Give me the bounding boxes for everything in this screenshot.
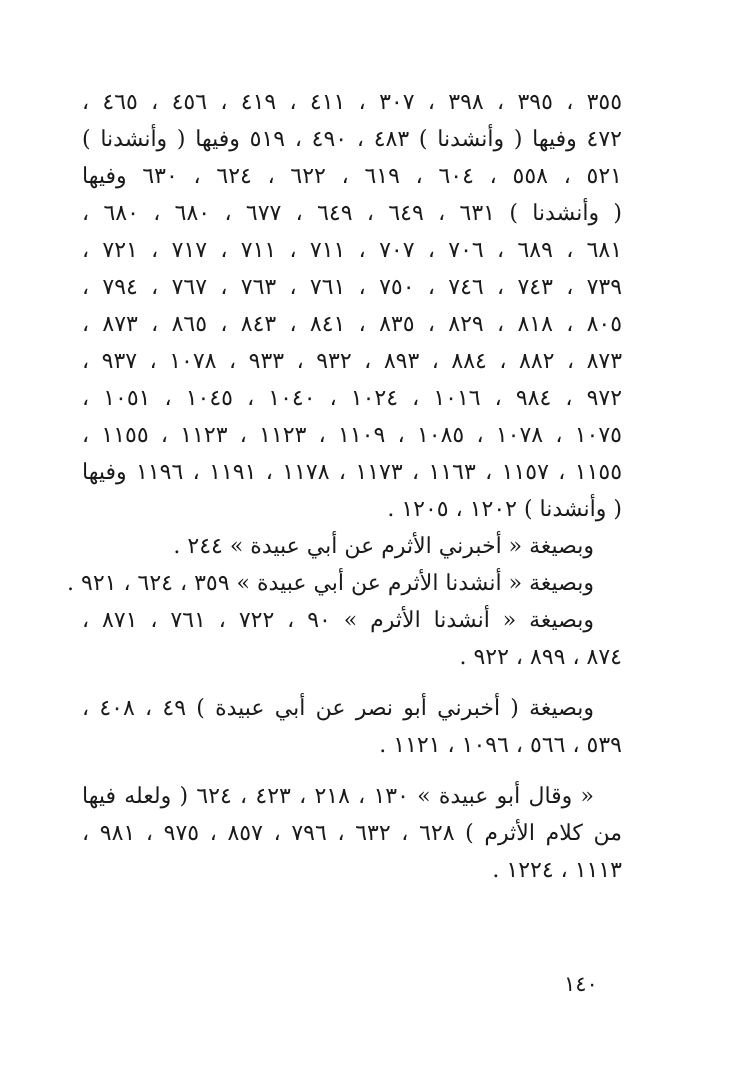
text-line: ٤٧٢ وفيها ( وأنشدنا ) ٤٨٣ ، ٤٩٠ ، ٥١٩ وفيها ( وأنشدنا )	[82, 127, 622, 152]
text-line: ( وأنشدنا ) ٦٣١ ، ٦٤٩ ، ٦٤٩ ، ٦٧٧ ، ٦٨٠ ، ٦٨٠ ،	[82, 201, 622, 226]
text-line: ٥٣٩ ، ٥٦٦ ، ١٠٩٦ ، ١١٢١ .	[379, 733, 622, 758]
index-text-block	[67, 84, 623, 889]
paragraph-gap	[82, 764, 622, 778]
paragraph-anshadana-athram	[82, 602, 622, 676]
text-line: ٨٠٥ ، ٨١٨ ، ٨٢٩ ، ٨٣٥ ، ٨٤١ ، ٨٤٣ ، ٨٦٥ ، ٨٧٣ ،	[82, 312, 623, 337]
paragraph-gap	[82, 676, 622, 690]
text-line: ٦٨١ ، ٦٨٩ ، ٧٠٦ ، ٧٠٧ ، ٧١١ ، ٧١١ ، ٧١٧ ، ٧٢١ ،	[82, 238, 623, 263]
text-line: ٨٧٣ ، ٨٨٢ ، ٨٨٤ ، ٨٩٣ ، ٩٣٢ ، ٩٣٣ ، ١٠٧٨ ، ٩٣٧ ،	[82, 349, 623, 374]
text-line: وبصيغة « أنشدنا الأثرم » ٩٠ ، ٧٢٢ ، ٧٦١ ، ٨٧١ ،	[82, 608, 594, 633]
text-line: ( وأنشدنا ) ١٢٠٢ ، ١٢٠٥ .	[387, 497, 622, 522]
paragraph-qala-abu-ubayda	[82, 778, 622, 889]
text-line: « وقال أبو عبيدة » ١٣٠ ، ٢١٨ ، ٤٢٣ ، ٦٢٤ ( ولعله فيها	[82, 784, 594, 809]
text-line: ١٠٧٥ ، ١٠٧٨ ، ١٠٨٥ ، ١١٠٩ ، ١١٢٣ ، ١١٢٣ ، ١١٥٥ ،	[82, 423, 622, 448]
text-line: ٩٧٢ ، ٩٨٤ ، ١٠١٦ ، ١٠٢٤ ، ١٠٤٠ ، ١٠٤٥ ، ١٠٥١ ،	[82, 386, 623, 411]
text-line: من كلام الأثرم ) ٦٢٨ ، ٦٣٢ ، ٧٩٦ ، ٨٥٧ ، ٩٧٥ ، ٩٨١ ،	[82, 821, 622, 846]
text-line: ١١٥٥ ، ١١٥٧ ، ١١٦٣ ، ١١٧٣ ، ١١٧٨ ، ١١٩١ ، ١١٩٦ وفيها	[82, 460, 623, 485]
text-line: وبصيغة « أخبرني الأثرم عن أبي عبيدة » ٢٤٤ .	[173, 534, 594, 559]
text-line: وبصيغة « أنشدنا الأثرم عن أبي عبيدة » ٣٥٩ ، ٦٢٤ ، ٩٢١ .	[67, 571, 594, 596]
paragraph-akhbarani-athram	[82, 528, 622, 565]
text-line: ٨٧٤ ، ٨٩٩ ، ٩٢٢ .	[459, 645, 622, 670]
paragraph-anshadana-athram-abi-ubayda	[67, 565, 622, 602]
text-line: وبصيغة ( أخبرني أبو نصر عن أبي عبيدة ) ٤٩ ، ٤٠٨ ،	[82, 696, 594, 721]
text-line: ١١١٣ ، ١٢٢٤ .	[492, 858, 622, 883]
paragraph-reference-list	[82, 84, 622, 528]
page-number: ١٤٠	[564, 972, 598, 996]
text-line: ٣٥٥ ، ٣٩٥ ، ٣٩٨ ، ٣٠٧ ، ٤١١ ، ٤١٩ ، ٤٥٦ ، ٤٦٥ ،	[82, 90, 623, 115]
text-line: ٧٣٩ ، ٧٤٣ ، ٧٤٦ ، ٧٥٠ ، ٧٦١ ، ٧٦٣ ، ٧٦٧ ، ٧٩٤ ،	[82, 275, 623, 300]
text-line: ٥٢١ ، ٥٥٨ ، ٦٠٤ ، ٦١٩ ، ٦٢٢ ، ٦٢٤ ، ٦٣٠ وفيها	[82, 164, 622, 189]
paragraph-abu-nasr	[82, 690, 622, 764]
